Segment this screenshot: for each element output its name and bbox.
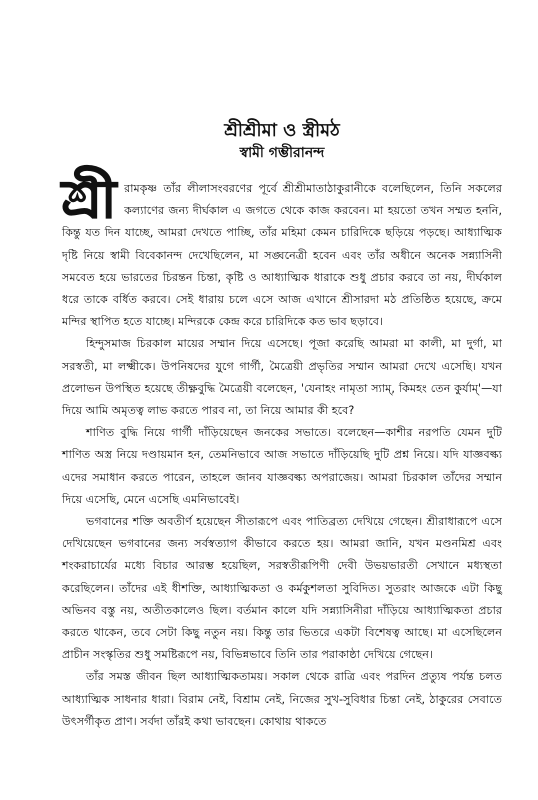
paragraph-1: [62, 170, 502, 333]
author-name: স্বামী গম্ভীরানন্দ: [239, 145, 325, 161]
paragraph-4: ভগবানের শক্তি অবতীর্ণ হয়েছেন সীতারূপে এবং পাতিব্রত্য দেখিয়ে গেছেন। শ্রীরাধারূপে এসে দেখিয়েছেন ভগবানের জন্য সর্বস্বত্যাগ কীভাবে করতে হয়। আমরা জানি, যখন মণ্ডনমিশ্র এবং শংকরাচার্যের মধ্যে বিচার আরম্ভ হয়েছিল, সরস্বতীরূপিণী দেবী উভয়ভারতী সেখানে মধ্যস্থতা করেছিলেন। তাঁদের এই ধীশক্তি, আধ্যাত্মিকতা ও কর্মকুশলতা সুবিদিত। সুতরাং আজকে এটা কিছু অভিনব বস্তু নয়, অতীতকালেও ছিল। বর্তমান কালে যদি সন্ন্যাসিনীরা দাঁড়িয়ে আধ্যাত্মিকতা প্রচার করতে থাকেন, তবে সেটা কিছু নতুন নয়। কিন্তু তার ভিতরে একটা বিশেষত্ব আছে। মা এসেছিলেন প্রাচীন সংস্কৃতির শুধু সমষ্টিরূপে নয়, বিভিন্নভাবে তিনি তার পরাকাষ্ঠা দেখিয়ে গেছেন।: [62, 515, 502, 662]
paragraph-5: তাঁর সমস্ত জীবন ছিল আধ্যাত্মিকতাময়। সকাল থেকে রাত্রি এবং পরদিন প্রত্যুষ পর্যন্ত চলত আধ্যাত্মিক সাধনার ধারা। বিরাম নেই, বিশ্রাম নেই, নিজের সুখ-সুবিধার চিন্তা নেই, ঠাকুরের সেবাতে উৎসর্গীকৃত প্রাণ। সর্বদা তাঁরই কথা ভাবছেন। কোথায় থাকতে: [62, 670, 502, 728]
paragraph-3: শাণিত বুদ্ধি নিয়ে গার্গী দাঁড়িয়েছেন জনকের সভাতে। বলেছেন—কাশীর নরপতি যেমন দুটি শাণিত অস্ত্র নিয়ে দণ্ডায়মান হন, তেমনিভাবে আজ সভাতে দাঁড়িয়েছি দুটি প্রশ্ন নিয়ে। যদি যাজ্ঞবল্ক্য এদের সমাধান করতে পারেন, তাহলে জানব যাজ্ঞবল্ক্য অপরাজেয়। আমরা চিরকাল তাঁদের সম্মান দিয়ে এসেছি, মেনে এসেছি এমনিভাবেই।: [62, 426, 502, 506]
chapter-title: শ্রীশ্রীমা ও স্ত্রীমঠ: [224, 120, 340, 141]
drop-cap: শ্রী: [62, 170, 117, 230]
paragraph-2: হিন্দুসমাজ চিরকাল মায়ের সম্মান দিয়ে এসেছে। পূজা করেছি আমরা মা কালী, মা দুর্গা, মা সরস্বতী, মা লক্ষ্মীকে। উপনিষদের যুগে গার্গী, মৈত্রেয়ী প্রভৃতির সম্মান আমরা দেখে এসেছি। যখন প্রলোভন উপস্থিত হয়েছে তীক্ষ্ণবুদ্ধি মৈত্রেয়ী বলেছেন, 'যেনাহং নামৃতা স্যাম্, কিমহং তেন কুর্যাম্'—যা দিয়ে আমি অমৃতত্ব লাভ করতে পারব না, তা নিয়ে আমার কী হবে?: [62, 337, 502, 418]
book-page: [62, 0, 502, 800]
paragraph-1-text: রামকৃষ্ণ তাঁর লীলাসংবরণের পূর্বে শ্রীশ্রীমাতাঠাকুরানীকে বলেছিলেন, তিনি সকলের কল্যাণের জন্য দীর্ঘকাল এ জগতে থেকে কাজ করবেন। মা হয়তো তখন সম্মত হননি, কিন্তু যত দিন যাচ্ছে, আমরা দেখতে পাচ্ছি, তাঁর মহিমা কেমন চারিদিকে ছড়িয়ে পড়ছে। আধ্যাত্মিক দৃষ্টি নিয়ে স্বামী বিবেকানন্দ দেখেছিলেন, মা সঙ্ঘনেত্রী হবেন এবং তাঁর অধীনে অনেক সন্ন্যাসিনী সমবেত হয়ে ভারতের চিরন্তন চিন্তা, কৃষ্টি ও আধ্যাত্মিক ধারাকে শুধু প্রচার করবে তা নয়, দীর্ঘকাল ধরে তাকে বর্ধিত করবে। সেই ধারায় চলে এসে আজ এখানে শ্রীসারদা মঠ প্রতিষ্ঠিত হয়েছে, ক্রমে মন্দির স্থাপিত হতে যাচ্ছে। মন্দিরকে কেন্দ্র করে চারিদিকে কত ভাব ছড়াবে।: [62, 182, 502, 329]
article-body: [62, 170, 502, 733]
